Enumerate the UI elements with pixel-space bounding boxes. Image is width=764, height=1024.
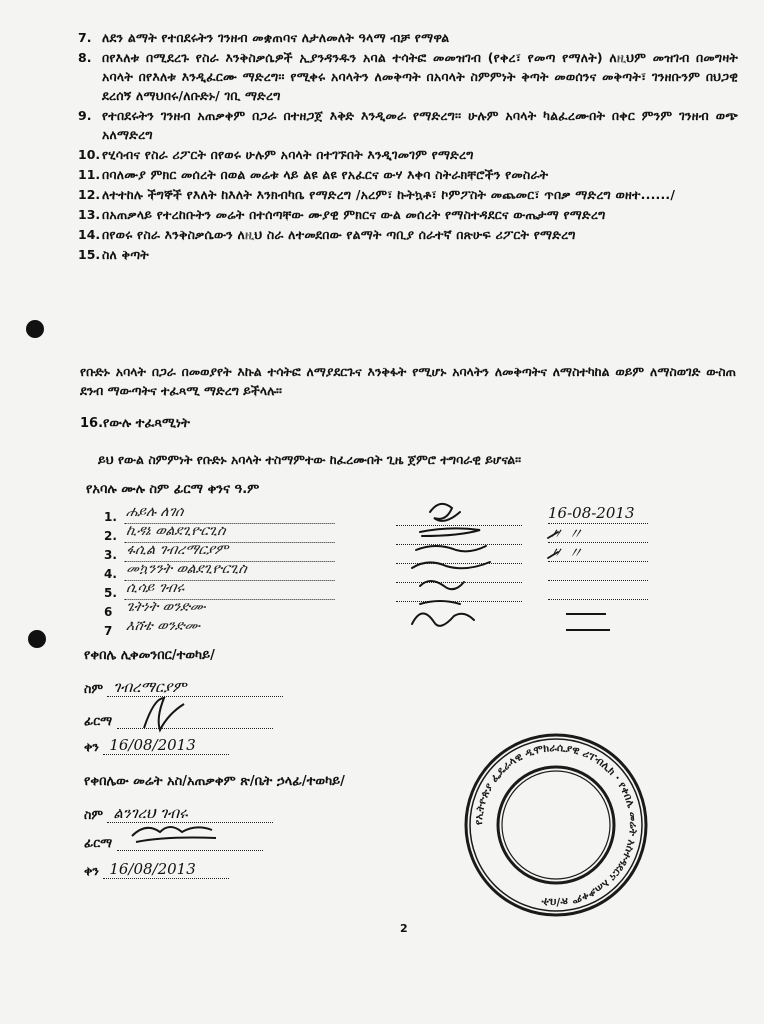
list-item xyxy=(78,28,738,47)
member-number: 6 xyxy=(104,605,113,619)
item-number: 12. xyxy=(78,187,101,202)
receiver-date-value: 16/08/2013 xyxy=(103,736,229,755)
receiver-name-label: ስም xyxy=(84,681,104,696)
member-name: ፋሲል ገብረማርያም xyxy=(125,542,338,562)
member-date xyxy=(548,580,648,600)
member-number: 5. xyxy=(104,586,117,600)
member-number: 1. xyxy=(104,510,117,524)
receiver-signature-label: ፊርማ xyxy=(84,713,113,728)
list-item xyxy=(78,106,738,144)
land-name-value: ልንገረህ ገብሩ xyxy=(107,804,273,823)
member-name: ሲሳይ ገብሩ xyxy=(125,580,338,600)
item-text: በባለሙያ ምክር መሰረት በወል መሬቱ ላይ ልዩ ልዩ የአፈርና ውሃ እቀባ ስትራክቸሮችን የመስራት xyxy=(102,167,549,182)
item-text: በየወሩ የስራ እንቅስቃሴውን ለዚህ ስራ ለተመደበው የልማት ጣቢያ ሰራተኛ በጽሁፍ ሪፖርት የማድረግ xyxy=(102,227,576,242)
member-name: እሸቴ ወንድሙ xyxy=(125,618,202,634)
list-item xyxy=(78,185,738,204)
receiver-name-value: ገብረማርያም xyxy=(107,678,283,697)
item-number: 7. xyxy=(78,30,92,45)
punch-hole-mark xyxy=(28,630,46,648)
land-date-field xyxy=(84,860,229,879)
member-number: 3. xyxy=(104,548,117,562)
list-item xyxy=(78,225,738,244)
item-text: በአጠቃላይ የተረከቡትን መሬት በተሰጣቸው ሙያዊ ምክርና ውል መሰረት የማስተዳደርና ውጤታማ የማድረግ xyxy=(102,207,606,222)
item-number: 15. xyxy=(78,247,101,262)
official-stamp xyxy=(463,732,649,918)
member-number: 2. xyxy=(104,529,117,543)
list-item xyxy=(78,245,738,264)
member-name: መኳንንት ወልደጊዮርጊስ xyxy=(125,561,338,581)
member-date: 〃 〃 xyxy=(548,523,648,543)
land-date-value: 16/08/2013 xyxy=(103,860,229,879)
item-text: የተበደሩትን ገንዘብ አጠቃቀም በጋራ በተዘጋጀ እቅድ እንዲመራ የማድረግ፡፡ ሁሉም አባላት ካልፈረሙበት በቀር ምንም ገንዘብ ወጭ አለማድረግ xyxy=(102,108,738,142)
member-date: 16-08-2013 xyxy=(548,504,648,524)
dash-marks xyxy=(560,608,620,638)
item-text: ስለ ቅጣት xyxy=(102,247,149,262)
section-16-text: ይህ የውል ስምምነት የቡድኑ አባላት ተስማምተው ከፈረሙበት ጊዜ ጀምሮ ተግባራዊ ይሆናል፡፡ xyxy=(98,452,522,467)
stamp-text: የኢትዮጵያ ፌዴራላዊ ዲሞክራሲያዊ ሪፐብሊክ · የቀበሌ መሬት አስተዳደርና አጠቃቀም ጽ/ቤት xyxy=(472,741,640,909)
land-office-heading: የቀበሌው መሬት አስ/አጠቃቀም ጽ/ቤት ኃላፊ/ተወካይ/ xyxy=(84,774,345,789)
members-heading: የአባሉ ሙሉ ስም ፊርማ ቀንና ዓ.ም xyxy=(86,482,260,497)
item-number: 10. xyxy=(78,147,101,162)
section-16-title: 16.የውሉ ተፈጻሚነት xyxy=(80,416,190,431)
punch-hole-mark xyxy=(26,320,44,338)
item-number: 13. xyxy=(78,207,101,222)
land-date-label: ቀን xyxy=(84,863,99,878)
item-number: 9. xyxy=(78,108,92,123)
item-text: ለደን ልማት የተበደሩትን ገንዘብ መቋጠባና ለታለመለት ዓላማ ብቻ የማዋል xyxy=(102,30,450,45)
list-item xyxy=(78,48,738,105)
land-name-label: ስም xyxy=(84,807,104,822)
member-name: ሐይሉ ለገሰ xyxy=(125,504,338,524)
item-number: 8. xyxy=(78,50,92,65)
item-number: 14. xyxy=(78,227,101,242)
item-text: ለተተከሉ ችግኞች የእለት ከእለት እንክብካቤ የማድረግ /አረም፣ ኩትኳቶ፣ ኮምፖስት መጨመር፣ ጥበቃ ማድረግ ወዘተ....../ xyxy=(102,187,676,202)
receiver-date-field xyxy=(84,736,229,755)
member-name: ጌትነት ወንድሙ xyxy=(125,599,207,615)
list-item xyxy=(78,145,738,164)
member-name: ኪዳኔ ወልደጊዮርጊስ xyxy=(125,523,338,543)
member-signatures-scribble xyxy=(390,492,560,642)
item-text: የሂሳብና የስራ ሪፖርት በየወሩ ሁሉም አባላት በተገኙበት እንዲገመገም የማድረግ xyxy=(102,147,474,162)
member-date xyxy=(548,561,648,581)
item-text: በየእለቱ በሚደረጉ የስራ እንቅስቃሴዎች ኢያንዳንዱን አባል ተሳትፎ መመዝገብ (የቀረ፣ የመጣ የማለት) ለዚህም መዝገብ በመግዛት አባላት በየእለቱ እንዲፈርሙ ማድረግ፡፡ የሚቀሩ አባላትን ለመቅጣት በአባላት ስምምነት ቅጣት መወሰንና መቅጣት፣ ገንዘቡንም በህጋዊ ደረሰኝ ለማህበሩ/ለቡድኑ/ ገቢ ማድረግ xyxy=(102,50,738,103)
item-number: 11. xyxy=(78,167,101,182)
list-item xyxy=(78,205,738,224)
member-date: 〃 〃 xyxy=(548,542,648,562)
page-number: 2 xyxy=(400,922,408,935)
land-signature-label: ፊርማ xyxy=(84,835,113,850)
receiver-signature-scribble xyxy=(136,688,196,738)
land-signature-scribble xyxy=(126,814,226,848)
list-item xyxy=(78,165,738,184)
obligations-list xyxy=(78,28,738,265)
receiver-date-label: ቀን xyxy=(84,739,99,754)
penalty-paragraph: የቡድኑ አባላት በጋራ በመወያየት እኩል ተሳትፎ ለማያደርጉና እንቅፋት የሚሆኑ አባላትን ለመቅጣትና ለማስተካከል ወይም ለማስወገድ ውስጠ ደንብ ማውጣትና ተፈጻሚ ማድረግ ይችላሉ፡፡ xyxy=(80,364,736,398)
receiver-heading: የቀበሌ ሊቀመንበር/ተወካይ/ xyxy=(84,648,215,663)
member-number: 7 xyxy=(104,624,113,638)
member-number: 4. xyxy=(104,567,117,581)
